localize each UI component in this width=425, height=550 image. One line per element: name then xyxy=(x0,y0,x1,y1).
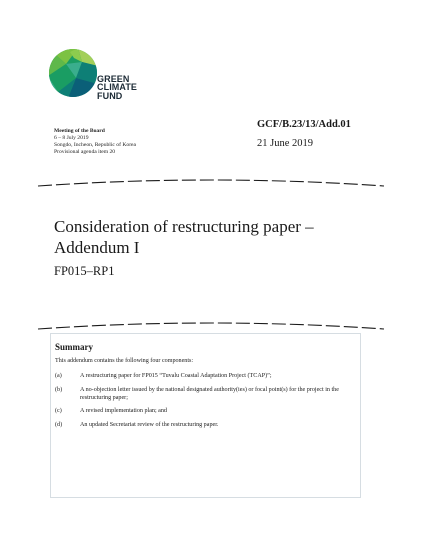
meeting-location: Songdo, Incheon, Republic of Korea xyxy=(54,142,137,148)
logo-line-2: CLIMATE xyxy=(97,82,138,93)
logo-line-1: GREEN xyxy=(97,74,130,84)
green-climate-fund-globe-icon xyxy=(48,48,98,98)
meeting-info xyxy=(54,128,136,156)
list-item-text: A restructuring paper for FP015 “Tuvalu Coastal Adaptation Project (TCAP)”; xyxy=(80,373,272,379)
summary-heading: Summary xyxy=(55,342,93,352)
list-item-letter: (d) xyxy=(55,422,63,428)
meeting-dates: 6 – 8 July 2019 xyxy=(54,135,89,141)
page-title: Consideration of restructuring paper – Addendum I xyxy=(54,217,314,257)
meeting-agenda: Provisional agenda item 20 xyxy=(54,149,116,155)
list-item-text: A no-objection letter issued by the national designated authority(ies) or focal point(s) for the project in the restructuring paper; xyxy=(80,387,339,401)
page-subtitle: FP015–RP1 xyxy=(54,264,115,278)
list-item-letter: (a) xyxy=(55,373,62,379)
document-date: 21 June 2019 xyxy=(257,138,313,149)
document-code: GCF/B.23/13/Add.01 xyxy=(257,119,351,130)
top-divider xyxy=(36,176,386,194)
document-reference xyxy=(257,118,351,150)
meeting-title: Meeting of the Board xyxy=(54,128,105,134)
list-item-letter: (b) xyxy=(55,387,63,393)
list-item-text: An updated Secretariat review of the restructuring paper. xyxy=(80,422,219,428)
list-item-letter: (c) xyxy=(55,408,62,414)
list-item-text: A revised implementation plan; and xyxy=(80,408,167,414)
summary-intro: This addendum contains the following four components: xyxy=(55,358,194,364)
logo-wordmark xyxy=(97,75,137,100)
logo-line-3: FUND xyxy=(97,90,123,101)
